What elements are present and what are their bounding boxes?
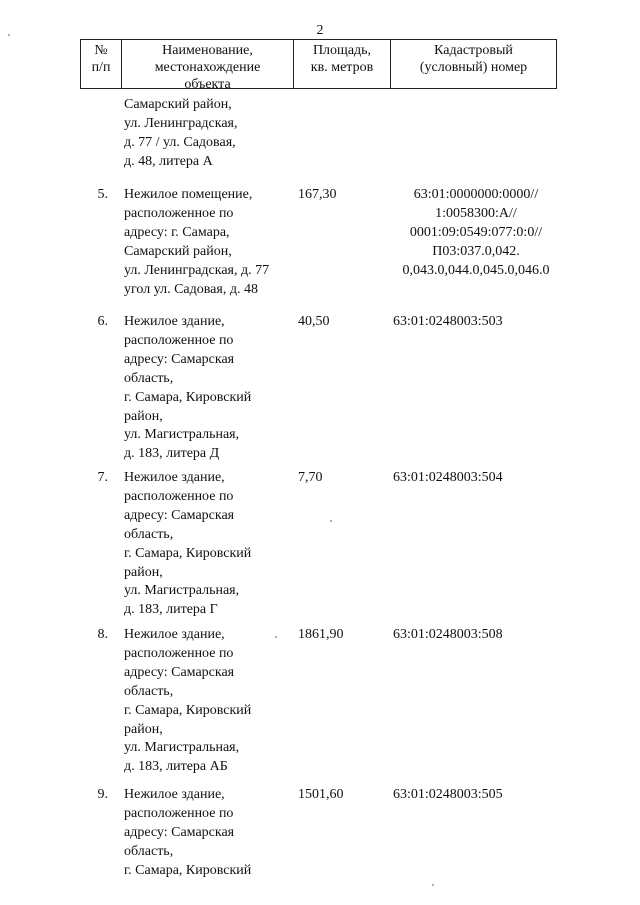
row-name (124, 313, 294, 464)
name-line: расположенное по (124, 645, 234, 661)
name-line: адресу: г. Самара, (124, 224, 230, 240)
name-line: ул. Магистральная, (124, 427, 240, 443)
row-number: 6. (97, 314, 108, 329)
row-name (124, 469, 294, 620)
page-number: 2 (316, 23, 324, 38)
cadastral-line: П03:037.0,042. (432, 243, 520, 259)
header-number-line: № (94, 43, 108, 58)
name-line: расположенное по (124, 332, 234, 348)
cadastral-line: 0001:09:0549:077:0:0// (409, 224, 543, 240)
table-header (80, 39, 557, 92)
name-line: ул. Ленинградская, д. 77 (124, 262, 270, 278)
header-name-line: объекта (184, 77, 231, 92)
name-line: расположенное по (124, 805, 234, 821)
scan-speck (275, 636, 277, 638)
name-line: Нежилое здание, (124, 314, 225, 329)
cadastral-line: 1:0058300:А// (435, 205, 517, 221)
row-name (124, 186, 294, 299)
cadastral-line: 63:01:0248003:504 (393, 470, 503, 485)
row-number: 8. (97, 627, 108, 642)
header-name (122, 40, 294, 92)
name-line: адресу: Самарская (124, 351, 235, 367)
cadastral-line: 0,043.0,044.0,045.0,046.0 (402, 262, 550, 278)
row-area: 1501,60 (298, 787, 344, 802)
name-line: адресу: Самарская (124, 507, 235, 523)
row-number: 5. (97, 187, 108, 202)
name-line: область, (124, 843, 174, 859)
header-number-line: п/п (91, 60, 111, 75)
name-line: область, (124, 683, 174, 699)
name-line: Самарский район, (124, 97, 232, 112)
name-line: Нежилое здание, (124, 787, 225, 802)
name-line: угол ул. Садовая, д. 48 (124, 281, 258, 297)
name-line: расположенное по (124, 488, 234, 504)
row-name (124, 786, 294, 881)
header-area-line: Площадь, (312, 43, 372, 58)
row-number: 7. (97, 470, 108, 485)
name-line: г. Самара, Кировский (124, 389, 252, 405)
header-name-line: местонахождение (154, 60, 261, 75)
name-line: Самарский район, (124, 243, 232, 259)
header-area-line: кв. метров (310, 60, 374, 75)
name-line: д. 183, литера АБ (124, 759, 228, 775)
cadastral-line: 63:01:0248003:505 (393, 787, 503, 802)
header-name-line: Наименование, (162, 43, 253, 58)
row-cadastral (393, 469, 563, 488)
header-area (294, 40, 391, 88)
cadastral-line: 63:01:0248003:508 (393, 627, 503, 642)
name-line: район, (124, 721, 163, 737)
header-number (81, 40, 122, 88)
name-line: г. Самара, Кировский (124, 862, 252, 878)
name-line: Нежилое здание, (124, 627, 225, 642)
row-number: 9. (97, 787, 108, 802)
scan-speck (330, 520, 332, 522)
name-line: д. 183, литера Д (124, 446, 220, 462)
row-cadastral (393, 786, 563, 805)
name-line: ул. Ленинградская, (124, 115, 238, 131)
name-line: расположенное по (124, 205, 234, 221)
row-area: 7,70 (298, 470, 323, 485)
name-line: ул. Магистральная, (124, 583, 240, 599)
name-line: адресу: Самарская (124, 824, 235, 840)
row-area: 1861,90 (298, 627, 344, 642)
name-line: г. Самара, Кировский (124, 545, 252, 561)
row-cadastral (393, 313, 563, 332)
row-cadastral (390, 186, 562, 281)
name-line: д. 183, литера Г (124, 602, 218, 618)
name-line: область, (124, 370, 174, 386)
scan-speck (432, 884, 434, 886)
scan-speck (8, 34, 10, 36)
cadastral-line: 63:01:0248003:503 (393, 314, 503, 329)
cadastral-line: 63:01:0000000:0000// (413, 187, 539, 202)
name-line: район, (124, 408, 163, 424)
name-line: ул. Магистральная, (124, 740, 240, 756)
header-cadastral-line: Кадастровый (434, 43, 513, 58)
row-name (124, 626, 294, 777)
name-line: д. 77 / ул. Садовая, (124, 134, 236, 150)
row-area: 40,50 (298, 314, 330, 329)
name-line: область, (124, 526, 174, 542)
continuation-name (124, 96, 294, 172)
name-line: д. 48, литера А (124, 153, 213, 169)
row-cadastral (393, 626, 563, 645)
header-cadastral (391, 40, 556, 88)
name-line: район, (124, 564, 163, 580)
name-line: Нежилое помещение, (124, 187, 253, 202)
name-line: адресу: Самарская (124, 664, 235, 680)
header-cadastral-line: (условный) номер (419, 60, 528, 75)
row-area: 167,30 (298, 187, 337, 202)
name-line: г. Самара, Кировский (124, 702, 252, 718)
name-line: Нежилое здание, (124, 470, 225, 485)
